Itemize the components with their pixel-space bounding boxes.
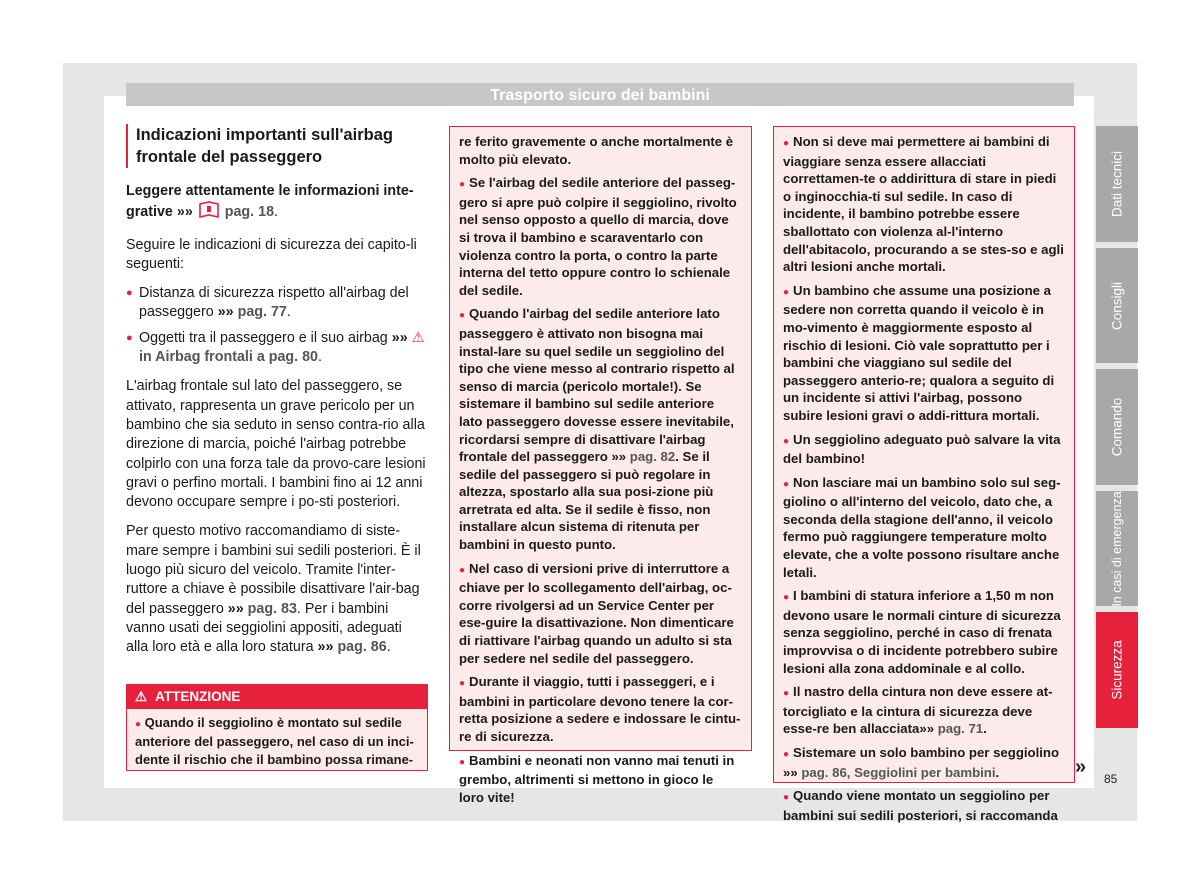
list-item: ● Non lasciare mai un bambino solo sul seg-giolino o all'interno del veicolo, dato che, a seconda della stagione dell'anno, il veicolo fermo può raggiungere temperature molto elevate, che a volte possono risultare anche letali. [783, 474, 1061, 580]
list-item: ● Nel caso di versioni prive di interruttore a chiave per lo scollegamento dell'airbag, oc-corre rivolgersi ad un Service Center per ese-guire la disattivazione. Non dimenticare di riattivare l'airbag quando un adulto si sta per sedere nel sedile del passeggero. [459, 560, 734, 666]
link-pag-71[interactable]: pag. 71 [937, 721, 984, 737]
warning-icon: ⚠ [135, 689, 148, 704]
book-icon [197, 201, 221, 225]
list-item: ● Sistemare un solo bambino per seggiolino »» pag. 86, Seggiolini per bambini. [783, 745, 1060, 780]
list-item: ● Un seggiolino adeguato può salvare la vita del bambino! [783, 431, 1061, 467]
list-item: ● I bambini di statura inferiore a 1,50 m non devono usare le normali cinture di sicurezza senza seggiolino, perché in caso di frenata improvvisa o di incidente potrebbero subire lesioni alla zona addominale e al collo. [783, 588, 1061, 676]
intro-paragraph: Leggere attentamente le informazioni inte-grative »» pag. 18. [126, 182, 427, 226]
page-number: 85 [1104, 772, 1118, 786]
link-pag-83[interactable]: pag. 83 [247, 600, 297, 617]
continue-icon: » [1075, 756, 1087, 778]
warning-text: ● Quando il seggiolino è montato sul sedile anteriore del passeggero, nel caso di un inci-dente il rischio che il bambino possa rimane- [135, 715, 414, 767]
link-pag-80[interactable]: in Airbag frontali a pag. 80 [139, 349, 319, 366]
list-item: ● Il nastro della cintura non deve essere at-torcigliato e la cintura di sicurezza deve esse-re ben allacciata»» pag. 71. [783, 684, 1053, 737]
link-pag-77[interactable]: pag. 77 [237, 304, 287, 321]
paragraph-2: L'airbag frontale sul lato del passeggero, se attivato, rappresenta un grave pericolo per un bambino che sia seduto in senso contra-rio alla direzione di marcia, poiché l'airbag potrebbe colpirlo con una forza tale da provo-care lesioni gravi o perfino mortali. I bambini fino ai 12 anni devono occupare sempre i po-sti posteriori. [126, 378, 426, 511]
warning-box [126, 684, 428, 771]
link-pag-86-seggiolini[interactable]: pag. 86, Seggiolini per bambini [801, 764, 996, 780]
intro-link[interactable]: pag. 18 [224, 204, 275, 221]
list-item: ● Bambini e neonati non vanno mai tenuti in grembo, altrimenti si mettono in gioco le loro vite! [459, 752, 735, 805]
paragraph-1: Seguire le indicazioni di sicurezza dei capito-li seguenti: [126, 236, 417, 272]
section-title: Indicazioni importanti sull'airbag frontale del passeggero [126, 124, 427, 168]
tab-consigli[interactable]: Consigli [1096, 248, 1138, 363]
paragraph-3: Per questo motivo raccomandiamo di siste-mare sempre i bambini sui sedili posteriori. È il luogo più sicuro del veicolo. Tramite l'inter-ruttore a chiave è possibile disattivare l'air-bag del passeggero »» pag. 83. Per i bambini vanno usati dei seggiolini appositi, adeguati alla loro età e alla loro statura »» pag. 86. [126, 523, 421, 656]
tab-sicurezza[interactable]: Sicurezza [1096, 612, 1138, 728]
link-pag-82[interactable]: pag. 82 [629, 449, 676, 465]
tab-comando[interactable]: Comando [1096, 369, 1138, 485]
tab-dati-tecnici[interactable]: Dati tecnici [1096, 126, 1138, 242]
bullet-item-1: ● Distanza di sicurezza rispetto all'airbag del passeggero »» pag. 77. [126, 284, 427, 323]
list-item: ● Non si deve mai permettere ai bambini di viaggiare senza essere allacciati correttamen-te o addirittura di stare in piedi o inginocchia-ti sul sedile. In caso di incidente, il bambino potrebbe essere sballottato con violenza al-l'interno dell'abitacolo, procurando a se stes-so e agli altri lesioni anche mortali. [783, 134, 1064, 275]
warning-column-3 [773, 126, 1075, 823]
bullet-item-2: ● Oggetti tra il passeggero e il suo airbag »» ⚠ in Airbag frontali a pag. 80. [126, 329, 427, 368]
list-item: ● Quando l'airbag del sedile anteriore lato passeggero è attivato non bisogna mai instal-lare su quel sedile un seggiolino del tipo che viene messo al contrario rispetto al senso di marcia (pericolo mortale!). Se sistemare il bambino sul sedile anteriore lato passeggero dovesse essere inevitabile, ricordarsi sempre di disattivare l'airbag frontale del passeggero »» pag. 82. Se il sedile del passeggero si può regolare in altezza, spostarlo alla sua posi-zione più arretrata ed alta. Se il sedile è fisso, non installare alcun sistema di ritenuta per bambini in questo punto. [459, 306, 735, 553]
list-item: ● Durante il viaggio, tutti i passeggeri, e i bambini in particolare devono tenere la cor-retta posizione a sedere e indossare le cintu-re di sicurezza. [459, 674, 741, 744]
warning-header: ⚠ ATTENZIONE [127, 685, 427, 709]
left-column [126, 124, 427, 668]
arrows-icon: »» [176, 204, 193, 221]
list-item: ● Quando viene montato un seggiolino per bambini sui sedili posteriori, si raccomanda [783, 788, 1058, 823]
intro-text: Leggere attentamente le informazioni inte-grative [126, 183, 414, 221]
warning-continued-box [449, 126, 752, 805]
tab-in-casi-di-emergenza[interactable]: In casi di emergenza [1096, 491, 1138, 606]
chapter-header: Trasporto sicuro dei bambini [126, 83, 1074, 106]
list-item: re ferito gravemente o anche mortalmente è molto più elevato. [459, 134, 734, 167]
warning-icon: ⚠ [411, 329, 425, 346]
list-item: ● Un bambino che assume una posizione a sedere non corretta quando il veicolo è in mo-vimento è maggiormente esposto al rischio di lesioni. Ciò vale soprattutto per i bambini che viaggiano sul sedile del passeggero anterio-re; qualora a seguito di un incidente si attivi l'airbag, possono subire lesioni gravi o addi-rittura mortali. [783, 282, 1055, 423]
list-item: ● Se l'airbag del sedile anteriore del passeg-gero si apre può colpire il seggiolino, rivolto nel senso opposto a quello di marcia, dove si trova il bambino e scaraventarlo con violenza contro la porta, o contro la parte interna del tetto oppure contro lo schienale del sedile. [459, 175, 737, 298]
link-pag-86[interactable]: pag. 86 [337, 639, 387, 656]
